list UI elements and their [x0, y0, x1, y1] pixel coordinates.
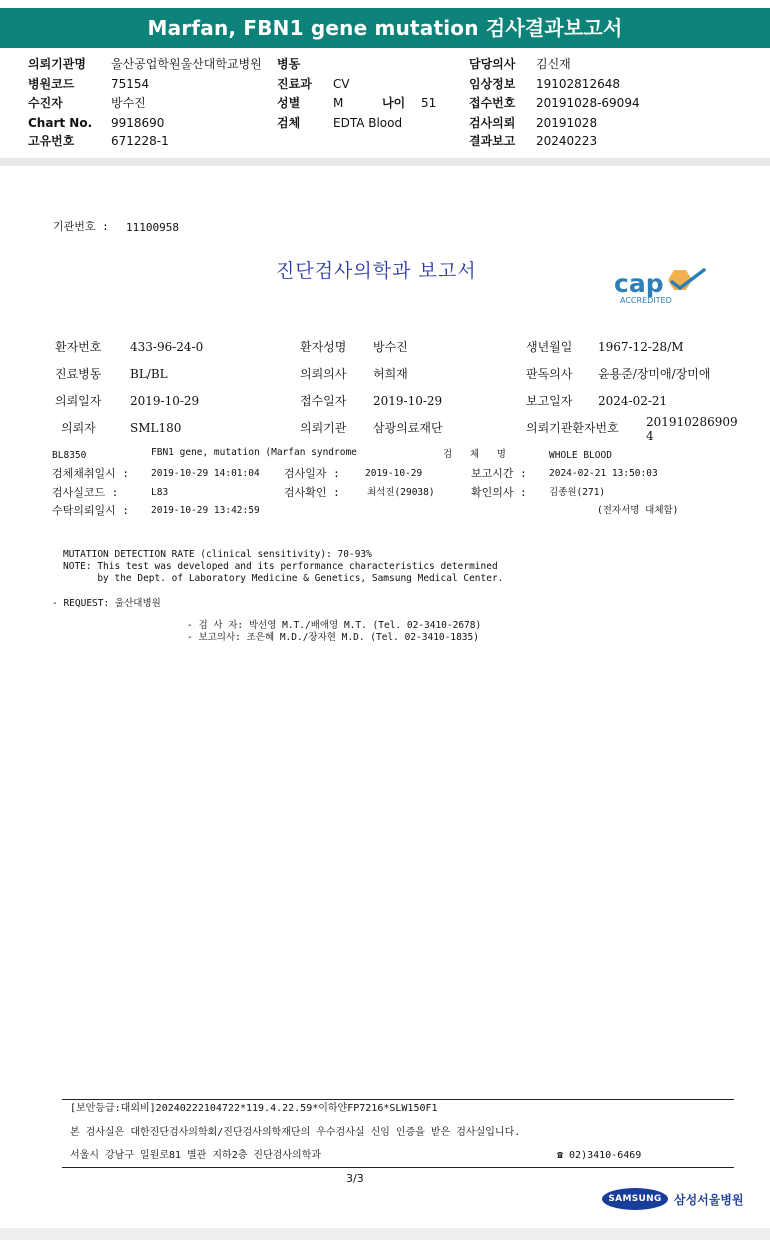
exam-date-label: 검사일자 :: [284, 467, 340, 480]
header-value-attending: 김신재: [536, 57, 571, 71]
note-line-1: MUTATION DETECTION RATE (clinical sensitivity): 70-93%: [63, 549, 372, 560]
header-divider: [0, 158, 770, 166]
footer-bottom-rule: [62, 1167, 734, 1168]
specimen-value: WHOLE BLOOD: [549, 450, 612, 461]
patient-id-value: 433-96-24-0: [130, 340, 204, 354]
patient-ward-value: BL/BL: [130, 367, 168, 381]
patient-requester-label: 의뢰자: [61, 421, 96, 435]
header-label-chart-no: Chart No.: [28, 116, 93, 130]
header-value-specimen: EDTA Blood: [333, 116, 403, 130]
header-value-unique-no: 671228-1: [111, 134, 169, 148]
footer-phone: ☎ 02)3410-6469: [557, 1150, 642, 1161]
patient-id-label: 환자번호: [55, 340, 102, 354]
report-time-value: 2024-02-21 13:50:03: [549, 468, 658, 479]
header-value-clinical-info: 19102812648: [536, 77, 620, 91]
header-label-test-request: 검사의뢰: [469, 116, 516, 130]
collect-time-label: 검체채취일시 :: [52, 467, 130, 480]
report-title-bar: Marfan, FBN1 gene mutation 검사결과보고서: [0, 8, 770, 48]
header-label-department: 진료과: [277, 77, 312, 91]
note-line-3: by the Dept. of Laboratory Medicine & Genetics, Samsung Medical Center.: [63, 573, 504, 584]
header-label-patient: 수진자: [28, 96, 63, 110]
header-label-sex: 성별: [277, 96, 301, 110]
header-value-receipt-no: 20191028-69094: [536, 96, 640, 110]
room-code-label: 검사실코드 :: [52, 486, 119, 499]
footer-address: 서울시 강남구 일원로81 별관 지하2층 진단검사의학과: [70, 1150, 322, 1161]
patient-recv-date-value: 2019-10-29: [373, 394, 443, 408]
samsung-logo: SAMSUNG: [602, 1188, 668, 1210]
header-value-department: CV: [333, 77, 350, 91]
request-line: - REQUEST: 울산대병원: [52, 598, 161, 609]
test-name: FBN1 gene, mutation (Marfan syndrome: [151, 447, 357, 458]
cap-logo-graphic: [612, 264, 712, 308]
header-label-clinical-info: 임상정보: [469, 77, 516, 91]
patient-reader-label: 판독의사: [526, 367, 573, 381]
patient-req-date-value: 2019-10-29: [130, 394, 200, 408]
patient-reader-value: 윤용준/장미애/장미애: [598, 367, 711, 381]
cap-logo-subtext: ACCREDITED: [620, 296, 672, 305]
header-label-attending: 담당의사: [469, 57, 516, 71]
header-value-sex: M: [333, 96, 344, 110]
header-value-institution: 울산공업학원울산대학교병원: [111, 57, 262, 71]
header-value-result-report: 20240223: [536, 134, 598, 148]
patient-org-label: 의뢰기관: [300, 421, 347, 435]
header-label-specimen: 검체: [277, 116, 301, 130]
staff-examiner: - 검 사 자: 박선영 M.T./배애영 M.T. (Tel. 02-3410-2678): [187, 620, 482, 631]
room-code-value: L83: [151, 487, 169, 498]
patient-req-date-label: 의뢰일자: [55, 394, 102, 408]
confirm-doctor-value: 김종원(271): [549, 487, 606, 498]
test-code: BL8350: [52, 450, 87, 461]
patient-recv-date-label: 접수일자: [300, 394, 347, 408]
header-label-unique-no: 고유번호: [28, 134, 75, 148]
patient-dob-label: 생년월일: [526, 340, 573, 354]
page-bottom-strip: [0, 1228, 770, 1240]
footer-certification: 본 검사실은 대한진단검사의학회/진단검사의학재단의 우수검사실 신임 인증을 받은 검사실입니다.: [70, 1127, 521, 1138]
patient-ward-label: 진료병동: [55, 367, 102, 381]
header-value-patient: 방수진: [111, 96, 146, 110]
page-number: 3/3: [346, 1172, 364, 1185]
specimen-label: 검 체 명: [443, 449, 512, 460]
footer-security: [보안등급:대외비]20240222104722*119.4.22.59*이하얀FP7216*SLW150F1: [70, 1103, 438, 1114]
patient-dob-value: 1967-12-28/M: [598, 340, 684, 354]
hospital-name: 삼성서울병원: [674, 1193, 744, 1207]
confirm-doctor-label: 확인의사 :: [471, 486, 527, 499]
institution-no-label: 기관번호 :: [53, 220, 109, 233]
patient-requester-value: SML180: [130, 421, 182, 435]
header-value-test-request: 20191028: [536, 116, 598, 130]
staff-reporter: - 보고의사: 조은혜 M.D./장자현 M.D. (Tel. 02-3410-1835): [187, 632, 479, 643]
report-time-label: 보고시간 :: [471, 467, 527, 480]
header-value-age: 51: [421, 96, 437, 110]
note-line-2: NOTE: This test was developed and its performance characteristics determined: [63, 561, 498, 572]
patient-org-pid-value-1: 201910286909: [646, 415, 738, 429]
cap-accredited-logo: [612, 264, 712, 308]
header-label-receipt-no: 접수번호: [469, 96, 516, 110]
header-value-hospital-code: 75154: [111, 77, 150, 91]
header-label-ward: 병동: [277, 57, 301, 71]
header-label-age: 나이: [382, 96, 406, 110]
patient-org-pid-value-2: 4: [646, 429, 654, 443]
esign-note: (전자서명 대체함): [597, 505, 679, 516]
institution-no-value: 11100958: [126, 221, 179, 234]
header-label-institution: 의뢰기관명: [28, 57, 86, 71]
patient-rep-date-value: 2024-02-21: [598, 394, 668, 408]
header-label-result-report: 결과보고: [469, 134, 516, 148]
header-value-chart-no: 9918690: [111, 116, 165, 130]
patient-org-pid-label: 의뢰기관환자번호: [526, 421, 619, 435]
header-label-hospital-code: 병원코드: [28, 77, 75, 91]
collect-time-value: 2019-10-29 14:01:04: [151, 468, 260, 479]
lab-report-title: 진단검사의학과 보고서: [276, 260, 477, 282]
receipt-time-value: 2019-10-29 13:42:59: [151, 505, 260, 516]
confirm-value: 최석진(29038): [367, 487, 435, 498]
cap-logo-text: cap: [614, 269, 664, 298]
patient-doctor-value: 허희재: [373, 367, 408, 381]
exam-date-value: 2019-10-29: [365, 468, 423, 479]
patient-org-value: 삼광의료재단: [373, 421, 443, 435]
patient-name-value: 방수진: [373, 340, 408, 354]
patient-doctor-label: 의뢰의사: [300, 367, 347, 381]
footer-top-rule: [62, 1099, 734, 1100]
patient-name-label: 환자성명: [300, 340, 347, 354]
confirm-label: 검사확인 :: [284, 486, 340, 499]
receipt-time-label: 수탁의뢰일시 :: [52, 504, 130, 517]
patient-rep-date-label: 보고일자: [526, 394, 573, 408]
